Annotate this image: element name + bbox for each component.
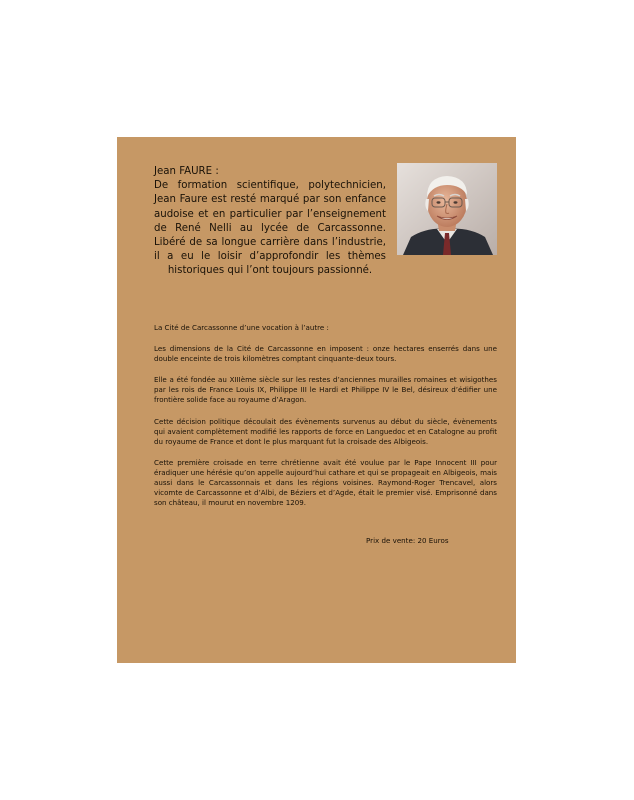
body-paragraph-2: Elle a été fondée au XIIIème siècle sur les restes d’anciennes murailles romaines et wisigothes par les rois de France Louis IX, Philippe III le Hardi et Philippe IV le Bel, désireux d’édifier une frontière solide face au royaume d’Aragon. xyxy=(154,375,497,405)
author-bio: De formation scientifique, polytechnicien, Jean Faure est resté marqué par son enfance audoise et en particulier par l’enseignement de René Nelli au lycée de Carcassonne. Libéré de sa longue carrière dans l’industrie, il a eu le loisir d’approfondir les thèmes historiques qui l’ont toujours passionné. xyxy=(154,180,386,277)
author-name: Jean FAURE : xyxy=(154,166,219,177)
body-paragraph-3: Cette décision politique découlait des évènements survenus au début du siècle, évènements qui avaient complètement modifié les rapports de force en Languedoc et en Catalogne au profit du royaume de France et dont le plus marquant fut la croisade des Albigeois. xyxy=(154,416,497,446)
author-portrait-photo xyxy=(397,163,497,255)
body-text xyxy=(154,323,497,519)
body-paragraph-4: Cette première croisade en terre chrétienne avait été voulue par le Pape Innocent III pour éradiquer une hérésie qu’on appelle aujourd’hui cathare et qui se propageait en Albigeois, mais aussi dans le Carcassonnais et dans les régions voisines. Raymond-Roger Trencavel, alors vicomte de Carcassonne et d’Albi, de Béziers et d’Agde, était le premier visé. Emprisonné dans son château, il mourut en novembre 1209. xyxy=(154,457,497,508)
book-back-cover xyxy=(117,137,516,663)
body-heading: La Cité de Carcassonne d’une vocation à l’autre : xyxy=(154,323,329,332)
price-label: Prix de vente: 20 Euros xyxy=(366,536,449,545)
body-paragraph-1: Les dimensions de la Cité de Carcassonne en imposent : onze hectares enserrés dans une double enceinte de trois kilomètres comptant cinquante-deux tours. xyxy=(154,344,497,364)
author-block xyxy=(154,165,386,279)
